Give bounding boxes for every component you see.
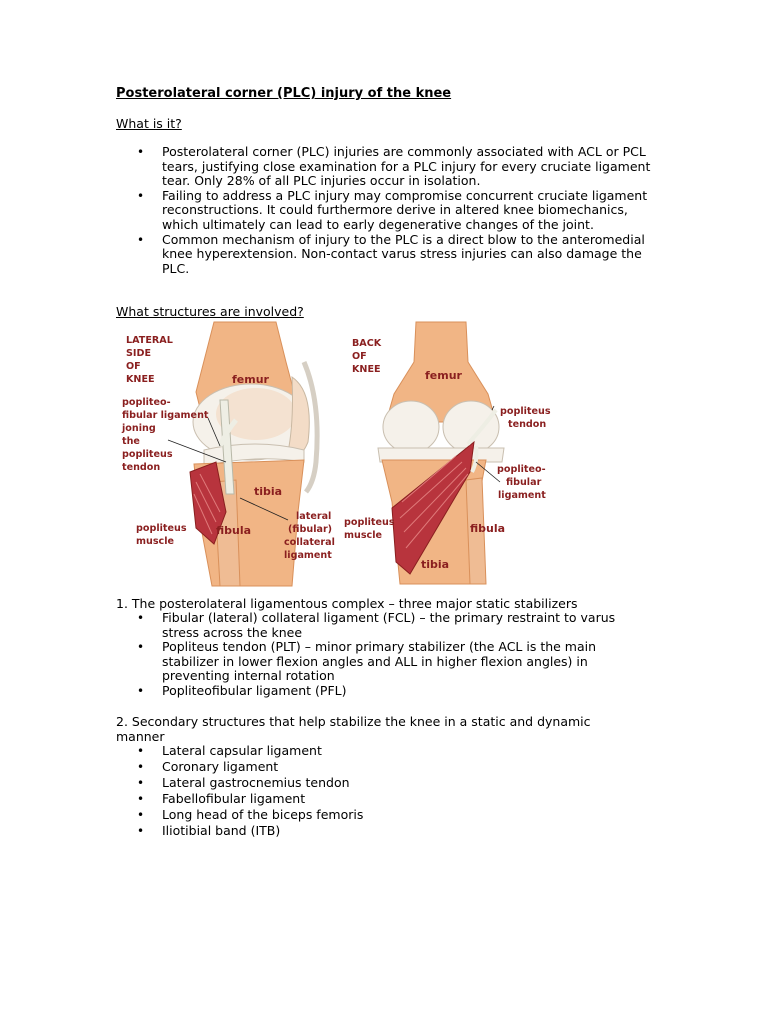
knee-anatomy-figure [116, 322, 551, 586]
posterior-knee-view [344, 322, 551, 584]
tibia-label-left: tibia [254, 485, 283, 498]
bullet-icon: • [137, 640, 145, 655]
list-item: • Fabellofibular ligament [137, 791, 306, 806]
popliteus-tendon-label-1: popliteus [500, 406, 551, 417]
structures-heading: What structures are involved? [116, 304, 304, 319]
popliteus-muscle-label-left-2: muscle [136, 536, 175, 547]
list-item: • Coronary ligament [137, 759, 279, 774]
list-item: • Fibular (lateral) collateral ligament (FCL) – the primary restraint to varus stress across the knee [137, 610, 616, 640]
popliteus-muscle-label-right-1: popliteus [344, 517, 395, 528]
list-item: • Popliteus tendon (PLT) – minor primary stabilizer (the ACL is the main stabilizer in lower flexion angles and ALL in higher flexion angles) in preventing internal rotation [137, 639, 597, 684]
posterior-view-label-3: KNEE [352, 364, 381, 375]
bullet-icon: • [137, 188, 145, 203]
bullet-icon: • [137, 760, 145, 774]
fibula-label-right: fibula [470, 522, 506, 535]
lateral-view-label-3: OF [126, 361, 141, 372]
document-title: Posterolateral corner (PLC) injury of the knee [116, 86, 452, 101]
bullet-icon: • [137, 232, 145, 247]
pfl-label-6: tendon [122, 462, 161, 473]
bullet-icon: • [137, 824, 145, 838]
popliteus-tendon-label-2: tendon [508, 419, 547, 430]
secondary-structures-intro: 2. Secondary structures that help stabilize the knee in a static and dynamic manner [116, 714, 591, 744]
bullet-icon: • [137, 611, 145, 625]
secondary-structures-list [116, 743, 656, 839]
posterior-view-label-2: OF [352, 351, 367, 362]
pfl-label-2: fibular ligament [122, 410, 209, 421]
popliteus-muscle-label-left-1: popliteus [136, 523, 187, 534]
list-item: • Popliteofibular ligament (PFL) [137, 682, 347, 698]
popliteus-muscle-label-right-2: muscle [344, 530, 383, 541]
lateral-view-label-4: KNEE [126, 374, 155, 385]
static-stabilizers-list [116, 611, 656, 699]
what-is-it-list [116, 145, 656, 276]
lcl-label-1: lateral [296, 511, 332, 522]
list-item: • Posterolateral corner (PLC) injuries are commonly associated with ACL or PCL tears, justifying close examination for a PLC injury for every cruciate ligament tear. Only 28% of all PLC injuries occur in isolation. [137, 144, 651, 189]
lateral-view-label-2: SIDE [126, 348, 151, 359]
list-item: • Common mechanism of injury to the PLC is a direct blow to the anteromedial knee hyperextension. Non-contact varus stress injuries can also damage the PLC. [137, 231, 645, 276]
list-item: • Long head of the biceps femoris [137, 807, 364, 822]
pfl-right-label-1: popliteo- [497, 464, 546, 475]
tibia-label-right: tibia [421, 558, 450, 571]
list-item: • Lateral gastrocnemius tendon [137, 775, 350, 790]
list-item: • Iliotibial band (ITB) [137, 823, 281, 838]
pfl-label-3: joning [122, 423, 156, 434]
bullet-icon: • [137, 683, 145, 698]
list-item: • Failing to address a PLC injury may compromise concurrent cruciate ligament reconstructions. It could furthermore derive in altered knee biomechanics, which ultimately can lead to early degenerative changes of the joint. [137, 187, 648, 232]
pfl-right-label-2: fibular [506, 477, 542, 488]
pfl-label-1: popliteo- [122, 397, 171, 408]
bullet-icon: • [137, 744, 145, 758]
bullet-icon: • [137, 808, 145, 822]
bullet-icon: • [137, 145, 145, 159]
lateral-knee-view [121, 322, 335, 586]
lcl-label-4: ligament [284, 550, 332, 561]
lateral-view-label-1: LATERAL [126, 335, 173, 346]
knee-anatomy-illustration [116, 322, 551, 586]
fibula-label-left: fibula [216, 524, 252, 537]
femur-label-left: femur [232, 373, 269, 386]
bullet-icon: • [137, 776, 145, 790]
femur-label-right: femur [425, 369, 462, 382]
pfl-label-4: the [122, 436, 140, 447]
pfl-label-5: popliteus [122, 449, 173, 460]
lcl-label-2: (fibular) [288, 524, 333, 535]
bullet-icon: • [137, 792, 145, 806]
pfl-right-label-3: ligament [498, 490, 546, 501]
what-is-it-heading: What is it? [116, 116, 182, 131]
posterior-view-label-1: BACK [352, 338, 382, 349]
lcl-label-3: collateral [284, 537, 335, 548]
list-item: • Lateral capsular ligament [137, 743, 322, 758]
static-stabilizers-intro: 1. The posterolateral ligamentous complex – three major static stabilizers [116, 596, 578, 611]
